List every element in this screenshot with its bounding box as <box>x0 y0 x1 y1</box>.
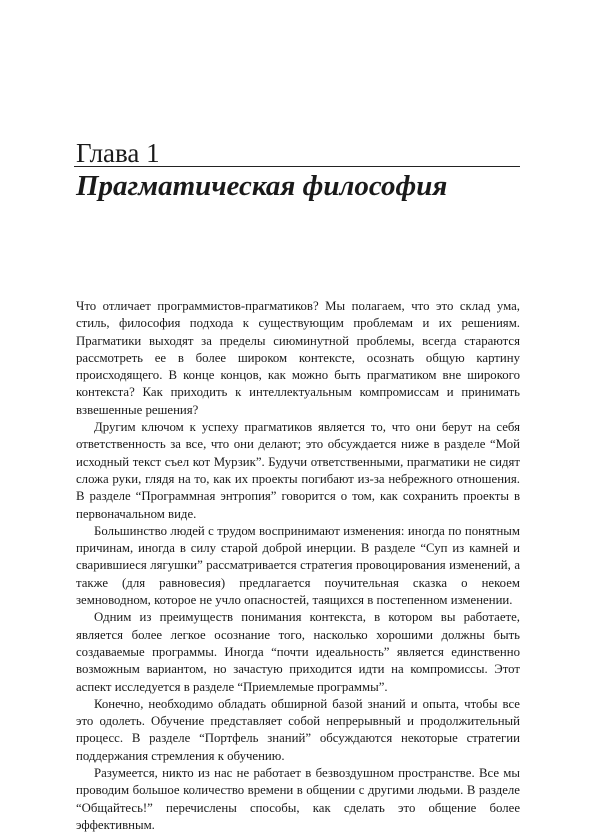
chapter-body <box>76 298 520 834</box>
chapter-divider <box>74 166 520 167</box>
chapter-label: Глава 1 <box>76 138 160 168</box>
paragraph-change: Большинство людей с трудом воспринимают изменения: иногда по понятным причинам, иногда в силу старой доброй инерции. В разделе “Суп из камней и сварившиеся лягушки” рассматривается стратегия провоцирования изменений, а также (для равновесия) предлагается поучительная сказка о некоем земноводном, которое не учло опасностей, таящихся в постепенном изменении. <box>76 523 520 608</box>
paragraph-context: Одним из преимуществ понимания контекста, в котором вы работаете, является более легкое осознание того, насколько хорошими должны быть создаваемые программы. Иногда “почти идеальность” является единственно возможным вариантом, но зачастую приходится идти на компромиссы. Этот аспект исследуется в разделе “Приемлемые программы”. <box>76 610 520 694</box>
paragraph-communication: Разумеется, никто из нас не работает в безвоздушном пространстве. Все мы проводим большое количество времени в общении с другими людьми. В разделе “Общайтесь!” перечислены способы, как сделать это общение более эффективным. <box>76 766 520 832</box>
paragraph-intro: Что отличает программистов-прагматиков? Мы полагаем, что это склад ума, стиль, философия подхода к существующим проблемам и их решениям. Прагматики выходят за пределы сиюминутной проблемы, всегда стараются рассмотреть ее в более широком контексте, осознать общую картину происходящего. В конце концов, как можно быть прагматиком вне широкого контекста? Как приходить к интеллектуальным компромиссам и принимать взвешенные решения? <box>76 299 520 417</box>
paragraph-knowledge: Конечно, необходимо обладать обширной базой знаний и опыта, чтобы все это одолеть. Обучение представляет собой непрерывный и продолжительный процесс. В разделе “Портфель знаний” обсуждаются некоторые стратегии поддержания стремления к обучению. <box>76 696 520 763</box>
chapter-title: Прагматическая философия <box>76 170 448 202</box>
paragraph-responsibility: Другим ключом к успеху прагматиков является то, что они берут на себя ответственность за все, что они делают; это обсуждается ниже в разделе “Мой исходный текст съел кот Мурзик”. Будучи ответственными, прагматики не сидят сложа руки, глядя на то, как их проекты погибают из-за небрежного отношения. В разделе “Программная энтропия” говорится о том, как сохранить проекты в первоначальном виде. <box>76 420 520 521</box>
